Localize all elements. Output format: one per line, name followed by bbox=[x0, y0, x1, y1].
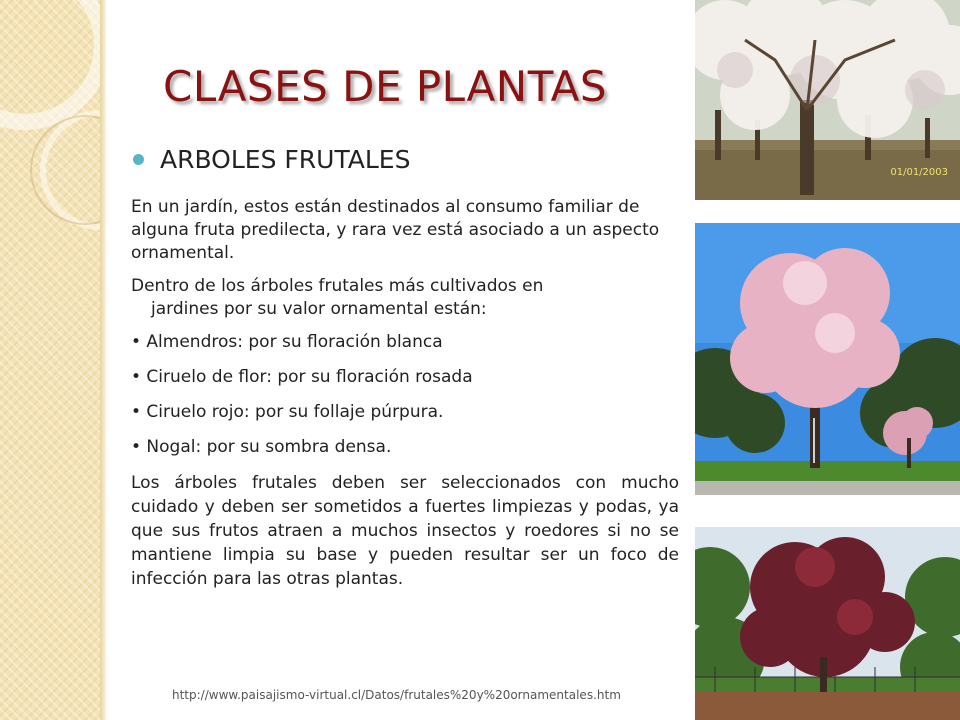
decorative-ring bbox=[30, 115, 106, 225]
photo-date-stamp: 01/01/2003 bbox=[890, 167, 948, 178]
flowering-plum-photo bbox=[695, 223, 960, 495]
list-item: • Ciruelo rojo: por su follaje púrpura. bbox=[131, 402, 444, 422]
list-intro-line2: jardines por su valor ornamental están: bbox=[151, 299, 487, 319]
strip-edge bbox=[100, 0, 106, 720]
section-heading-row bbox=[133, 145, 410, 174]
slide-body bbox=[131, 196, 679, 591]
list-item: • Ciruelo de flor: por su floración rosada bbox=[131, 367, 473, 387]
closing-paragraph: Los árboles frutales deben ser seleccionados con mucho cuidado y deben ser sometidos a fuertes limpiezas y podas, ya que sus frutos atraen a muchos insectos y roedores si no se mantiene limpia su base y pueden resultar ser un foco de infección para las otras plantas. bbox=[131, 473, 679, 589]
almond-tree-photo bbox=[695, 0, 960, 200]
list-intro-line1: Dentro de los árboles frutales más cultivados en bbox=[131, 276, 544, 296]
source-url: http://www.paisajismo-virtual.cl/Datos/frutales%20y%20ornamentales.htm bbox=[172, 688, 621, 702]
section-heading: ARBOLES FRUTALES bbox=[160, 145, 411, 174]
list-item: • Nogal: por su sombra densa. bbox=[131, 437, 392, 457]
purple-plum-photo bbox=[695, 527, 960, 720]
list-intro-paragraph bbox=[131, 275, 679, 321]
decorative-side-strip bbox=[0, 0, 106, 720]
slide-title: CLASES DE PLANTAS bbox=[163, 62, 607, 111]
bullet-dot-icon bbox=[133, 154, 144, 165]
intro-paragraph: En un jardín, estos están destinados al consumo familiar de alguna fruta predilecta, y rara vez está asociado a un aspecto ornamental. bbox=[131, 197, 660, 263]
list-item: • Almendros: por su floración blanca bbox=[131, 332, 443, 352]
